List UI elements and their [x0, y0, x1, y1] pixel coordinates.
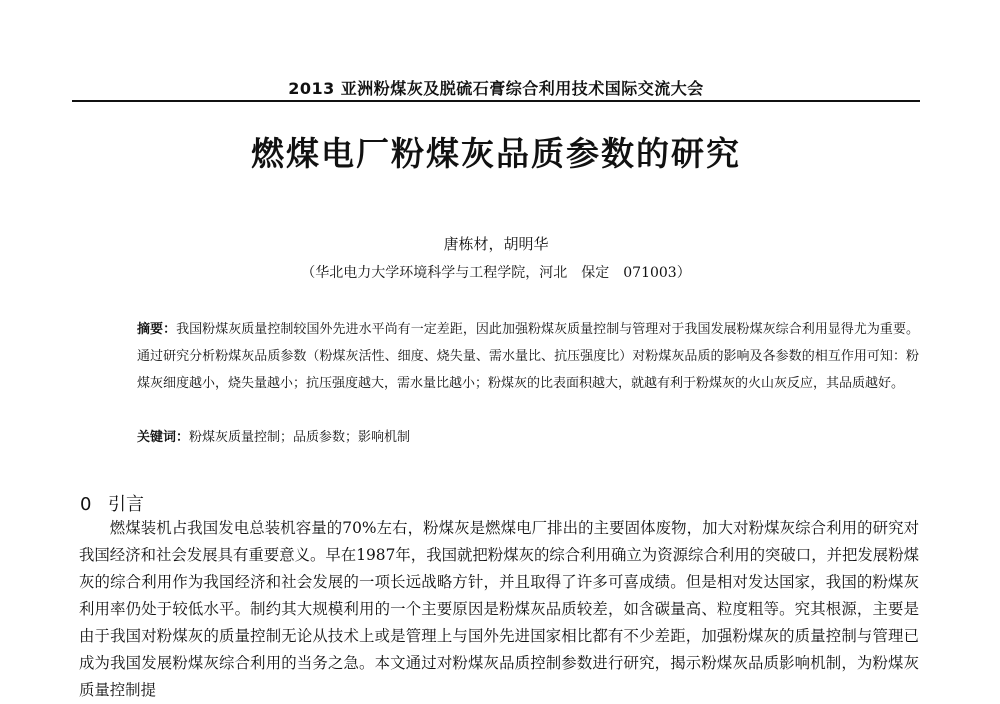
body-paragraph: 燃煤装机占我国发电总装机容量的70%左右，粉煤灰是燃煤电厂排出的主要固体废物，加大对粉煤灰综合利用的研究对我国经济和社会发展具有重要意义。早在1987年，我国就把粉煤灰的综合利用确立为资源综合利用的突破口，并把发展粉煤灰的综合利用作为我国经济和社会发展的一项长远战略方针，并且取得了许多可喜成绩。但是相对发达国家，我国的粉煤灰利用率仍处于较低水平。制约其大规模利用的一个主要原因是粉煤灰品质较差，如含碳量高、粒度粗等。究其根源，主要是由于我国对粉煤灰的质量控制无论从技术上或是管理上与国外先进国家相比都有不少差距，加强粉煤灰的质量控制与管理已成为我国发展粉煤灰综合利用的当务之急。本文通过对粉煤灰品质控制参数进行研究，揭示粉煤灰品质影响机制，为粉煤灰质量控制提	[79, 519, 919, 699]
conference-header	[72, 72, 920, 102]
abstract	[137, 316, 919, 397]
keywords-text: 粉煤灰质量控制；品质参数；影响机制	[189, 430, 411, 445]
section-title: 引言	[108, 494, 144, 515]
abstract-label: 摘要：	[137, 322, 177, 337]
paper-affiliation: （华北电力大学环境科学与工程学院，河北 保定 071003）	[301, 265, 691, 281]
paper-title: 燃煤电厂粉煤灰品质参数的研究	[251, 134, 741, 173]
conference-title: 2013 亚洲粉煤灰及脱硫石膏综合利用技术国际交流大会	[288, 79, 704, 98]
section-number: 0	[80, 494, 92, 515]
section-heading	[80, 490, 144, 516]
paper-authors: 唐栋材，胡明华	[443, 235, 549, 253]
abstract-text: 我国粉煤灰质量控制较国外先进水平尚有一定差距，因此加强粉煤灰质量控制与管理对于我国发展粉煤灰综合利用显得尤为重要。通过研究分析粉煤灰品质参数（粉煤灰活性、细度、烧失量、需水量比、抗压强度比）对粉煤灰品质的影响及各参数的相互作用可知：粉煤灰细度越小，烧失量越小；抗压强度越大，需水量比越小；粉煤灰的比表面积越大，就越有利于粉煤灰的火山灰反应，其品质越好。	[137, 322, 919, 391]
keywords-label: 关键词：	[137, 430, 190, 445]
keywords	[137, 426, 919, 445]
